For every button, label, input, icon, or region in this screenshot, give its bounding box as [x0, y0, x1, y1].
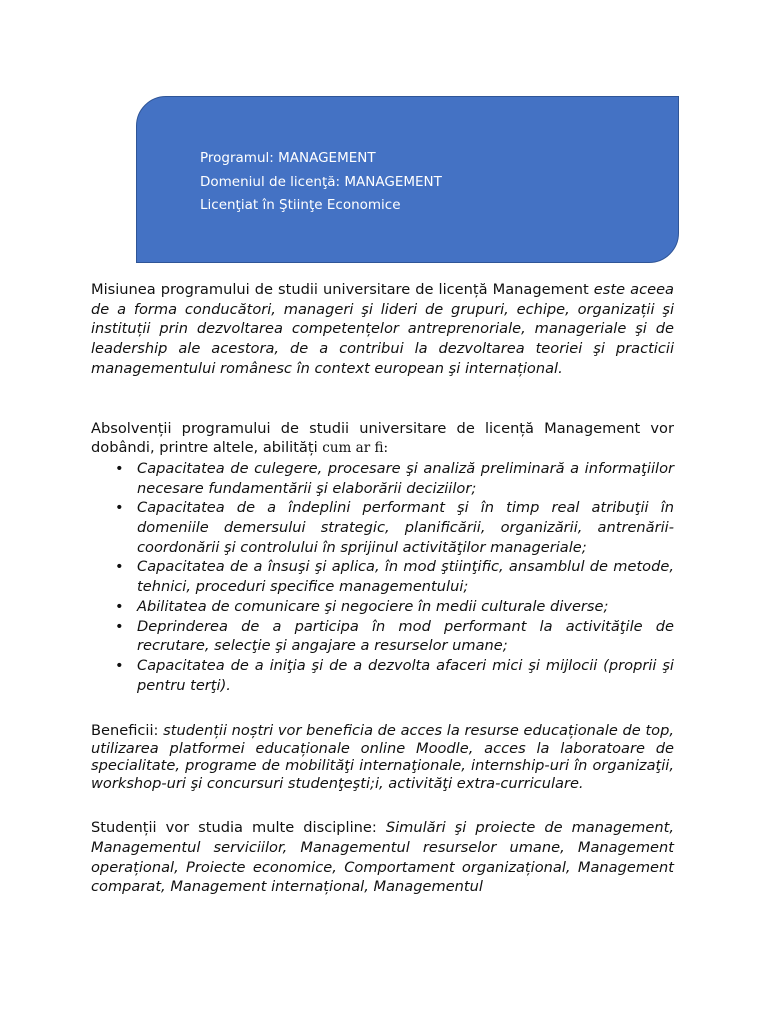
- mission-statement: este aceea de a forma conducători, manageri şi lideri de grupuri, echipe, organizații şi instituții prin dezvoltarea competențelor antreprenoriale, manageriale şi de leadership ale acestora, de a contribui la dezvoltarea teoriei şi practicii managementului românesc în context european şi internațional.: [91, 281, 674, 377]
- program-info: [200, 147, 442, 218]
- bullet-icon: •: [115, 499, 124, 517]
- disciplines-text: Simulări şi proiecte de management, Managementul serviciilor, Managementul resurselor umane, Management operațional, Proiecte economice, Comportament organizațional, Management comparat, Management internațional, Managementul: [91, 818, 674, 896]
- ability-text: Capacitatea de a îndeplini performant şi în timp real atribuţii în domeniile demersului strategic, planificării, organizării, antrenării-coordonării şi controlului în sprijinul activităţilor manageriale;: [137, 499, 674, 556]
- ability-text: Capacitatea de a însuşi şi aplica, în mod ştiinţific, ansamblul de metode, tehnici, proceduri specifice managementului;: [137, 558, 674, 596]
- ability-text: Capacitatea de culegere, procesare şi analiză preliminară a informaţiilor necesare fundamentării şi elaborării deciziilor;: [137, 459, 674, 497]
- benefits-label: Beneficii:: [91, 722, 164, 740]
- license-domain: Domeniul de licenţă: MANAGEMENT: [200, 173, 442, 190]
- benefits-text: studenții noștri vor beneficia de acces la resurse educaționale de top, utilizarea platformei educaționale online Moodle, acces la laboratoare de specialitate, programe de mobilităţi internaţionale, internship-uri în organizaţii, workshop-uri şi concursuri studenţeşti;i, activităţi extra-curriculare.: [91, 722, 674, 792]
- degree-title: Licenţiat în Ştiinţe Economice: [200, 197, 401, 213]
- bullet-icon: •: [115, 558, 124, 576]
- list-item: [115, 617, 674, 656]
- graduates-intro-tail: cum ar fi:: [322, 440, 388, 457]
- program-name: Programul: MANAGEMENT: [200, 150, 376, 166]
- graduates-intro: [91, 419, 674, 459]
- list-item: [115, 557, 674, 596]
- mission-lead: Misiunea programului de studii universitare de licență Management: [91, 281, 594, 298]
- list-item: [115, 459, 674, 498]
- ability-text: Capacitatea de a iniţia şi de a dezvolta afaceri mici şi mijlocii (proprii şi pentru terţi).: [137, 656, 674, 694]
- mission-paragraph: [91, 280, 674, 379]
- disciplines-paragraph: [91, 818, 674, 897]
- list-item: [115, 656, 674, 695]
- bullet-icon: •: [115, 459, 124, 477]
- ability-text: Deprinderea de a participa în mod performant la activităţile de recrutare, selecţie şi angajare a resurselor umane;: [137, 617, 674, 655]
- bullet-icon: •: [115, 597, 124, 615]
- benefits-paragraph: [91, 722, 674, 792]
- ability-text: Abilitatea de comunicare şi negociere în medii culturale diverse;: [137, 597, 609, 615]
- bullet-icon: •: [115, 617, 124, 635]
- abilities-list: [91, 459, 674, 695]
- list-item: [115, 498, 674, 557]
- disciplines-label: Studenții vor studia multe discipline:: [91, 818, 386, 836]
- document-body: [91, 280, 674, 897]
- program-banner: [136, 96, 679, 263]
- list-item: [115, 597, 674, 617]
- graduates-intro-text: Absolvenții programului de studii universitare de licență Management vor dobândi, printre altele, abilități: [91, 419, 674, 457]
- bullet-icon: •: [115, 656, 124, 674]
